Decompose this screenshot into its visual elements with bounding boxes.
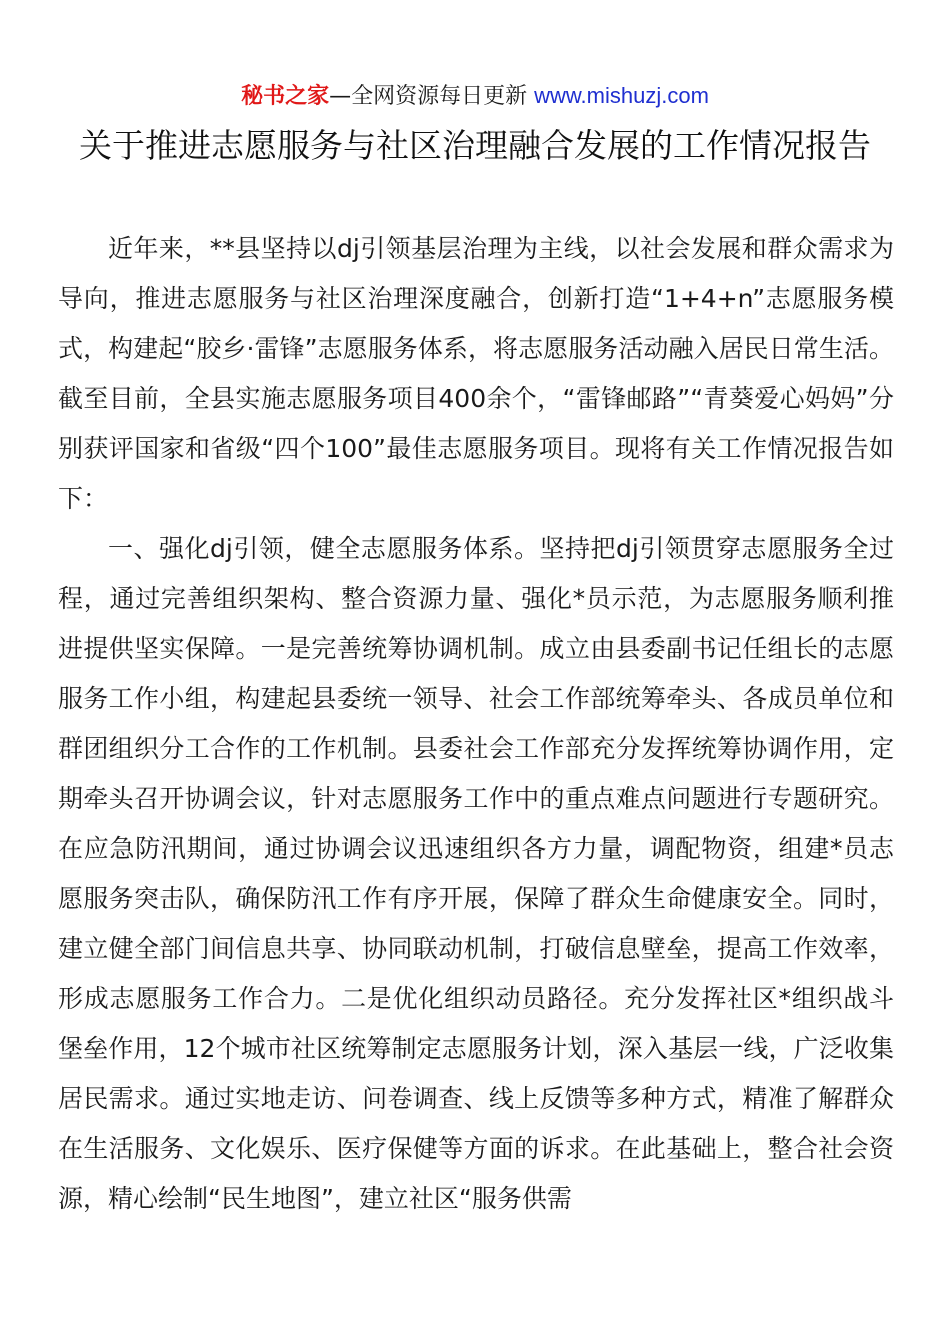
paragraph-intro: 近年来，**县坚持以dj引领基层治理为主线，以社会发展和群众需求为导向，推进志愿服务与社区治理深度融合，创新打造“1+4+n”志愿服务模式，构建起“胶乡·雷锋”志愿服务体系，将志愿服务活动融入居民日常生活。截至目前，全县实施志愿服务项目400余个，“雷锋邮路”“青葵爱心妈妈”分别获评国家和省级“四个100”最佳志愿服务项目。现将有关工作情况报告如下： <box>58 234 894 513</box>
document-title: 关于推进志愿服务与社区治理融合发展的工作情况报告 <box>79 126 871 165</box>
site-header <box>0 80 950 113</box>
header-tagline: —全网资源每日更新 <box>329 84 535 109</box>
site-url-link[interactable]: www.mishuzj.com <box>534 83 709 108</box>
document-body <box>58 224 894 1224</box>
paragraph-section-1: 一、强化dj引领，健全志愿服务体系。坚持把dj引领贯穿志愿服务全过程，通过完善组织架构、整合资源力量、强化*员示范，为志愿服务顺利推进提供坚实保障。一是完善统筹协调机制。成立由县委副书记任组长的志愿服务工作小组，构建起县委统一领导、社会工作部统筹牵头、各成员单位和群团组织分工合作的工作机制。县委社会工作部充分发挥统筹协调作用，定期牵头召开协调会议，针对志愿服务工作中的重点难点问题进行专题研究。在应急防汛期间，通过协调会议迅速组织各方力量，调配物资，组建*员志愿服务突击队，确保防汛工作有序开展，保障了群众生命健康安全。同时，建立健全部门间信息共享、协同联动机制，打破信息壁垒，提高工作效率，形成志愿服务工作合力。二是优化组织动员路径。充分发挥社区*组织战斗堡垒作用，12个城市社区统筹制定志愿服务计划，深入基层一线，广泛收集居民需求。通过实地走访、问卷调查、线上反馈等多种方式，精准了解群众在生活服务、文化娱乐、医疗保健等方面的诉求。在此基础上，整合社会资源，精心绘制“民生地图”，建立社区“服务供需 <box>58 534 894 1213</box>
brand-name: 秘书之家 <box>241 84 330 109</box>
